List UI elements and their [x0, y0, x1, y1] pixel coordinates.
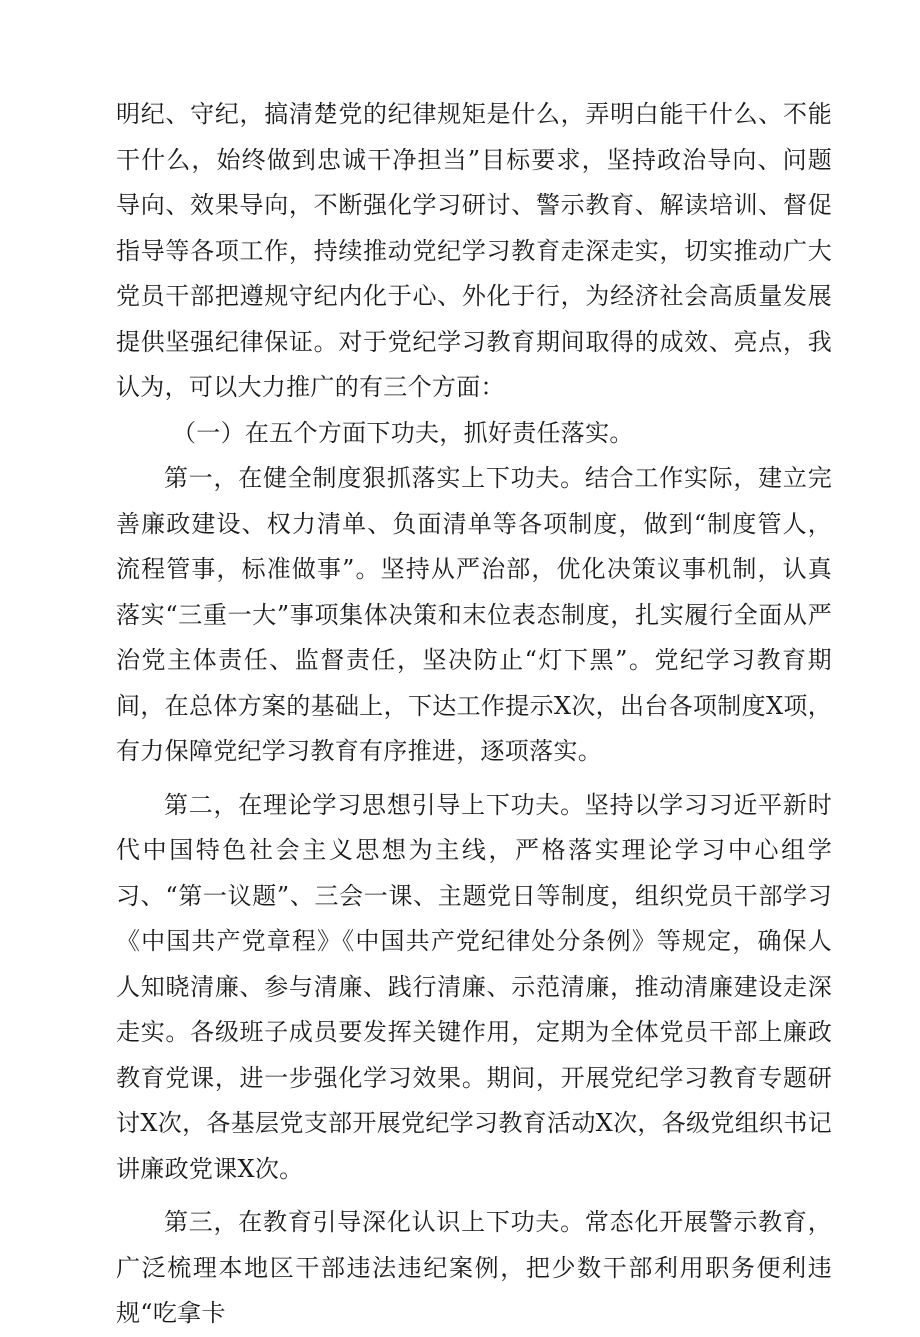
- document-body: [116, 92, 832, 1337]
- paragraph-intro-continuation: 明纪、守纪，搞清楚党的纪律规矩是什么，弄明白能干什么、不能干什么，始终做到忠诚干净担当”目标要求，坚持政治导向、问题导向、效果导向，不断强化学习研讨、警示教育、解读培训、督促指导等各项工作，持续推动党纪学习教育走深走实，切实推动广大党员干部把遵规守纪内化于心、外化于行，为经济社会高质量发展提供坚强纪律保证。对于党纪学习教育期间取得的成效、亮点，我认为，可以大力推广的有三个方面：: [116, 100, 832, 401]
- paragraph-second-point: 第二，在理论学习思想引导上下功夫。坚持以学习习近平新时代中国特色社会主义思想为主线，严格落实理论学习中心组学习、“第一议题”、三会一课、主题党日等制度，组织党员干部学习《中国共产党章程》《中国共产党纪律处分条例》等规定，确保人人知晓清廉、参与清廉、践行清廉、示范清廉，推动清廉建设走深走实。各级班子成员要发挥关键作用，定期为全体党员干部上廉政教育党课，进一步强化学习效果。期间，开展党纪学习教育专题研讨X次，各基层党支部开展党纪学习教育活动X次，各级党组织书记讲廉政党课X次。: [116, 790, 832, 1183]
- paragraph-first-point: 第一，在健全制度狠抓落实上下功夫。结合工作实际，建立完善廉政建设、权力清单、负面清单等各项制度，做到“制度管人，流程管事，标准做事”。坚持从严治部，优化决策议事机制，认真落实“三重一大”事项集体决策和末位表态制度，扎实履行全面从严治党主体责任、监督责任，坚决防止“灯下黑”。党纪学习教育期间，在总体方案的基础上，下达工作提示X次，出台各项制度X项，有力保障党纪学习教育有序推进，逐项落实。: [116, 464, 832, 765]
- section-heading-one: （一）在五个方面下功夫，抓好责任落实。: [172, 418, 634, 447]
- paragraph-third-point: 第三，在教育引导深化认识上下功夫。常态化开展警示教育，广泛梳理本地区干部违法违纪案例，把少数干部利用职务便利违规“吃拿卡: [116, 1208, 832, 1327]
